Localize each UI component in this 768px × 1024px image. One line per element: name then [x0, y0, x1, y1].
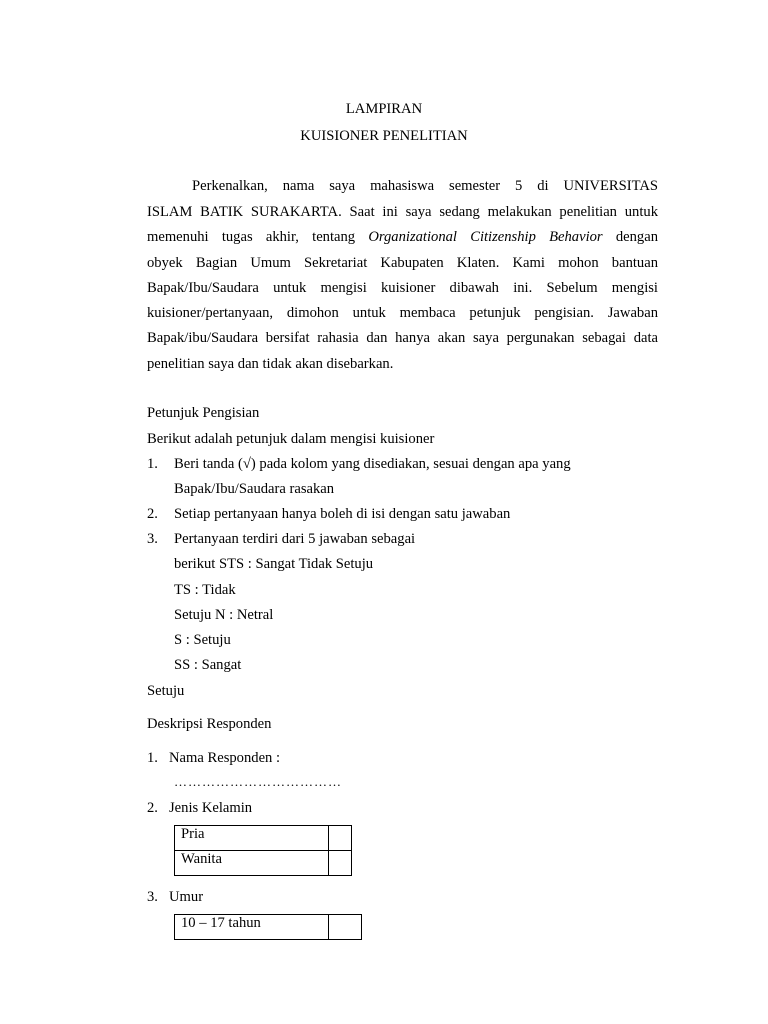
respondent-name-number: 1.	[147, 750, 158, 766]
gender-options-table	[174, 825, 352, 876]
table-row	[175, 915, 362, 940]
table-row	[175, 851, 352, 876]
intro-line-3-post: dengan	[602, 229, 658, 245]
instructions-heading: Petunjuk Pengisian	[147, 405, 260, 421]
scale-item: Setuju N : Netral	[174, 607, 274, 623]
intro-line-2: ISLAM BATIK SURAKARTA. Saat ini saya sedang melakukan penelitian untuk	[147, 204, 658, 220]
scale-item: berikut STS : Sangat Tidak Setuju	[174, 556, 374, 572]
instruction-3-number: 3.	[147, 531, 158, 547]
respondent-name-label: Nama Responden :	[169, 750, 281, 766]
gender-checkbox-wanita[interactable]	[329, 851, 352, 876]
scale-item: TS : Tidak	[174, 582, 236, 598]
gender-option-wanita: Wanita	[175, 851, 329, 876]
age-options-table	[174, 914, 362, 940]
scale-item: SS : Sangat	[174, 657, 242, 673]
intro-line-3-italic: Organizational Citizenship Behavior	[368, 229, 603, 245]
respondent-name-fill-line[interactable]: ………………………………	[174, 774, 342, 789]
scale-item: S : Setuju	[174, 632, 231, 648]
gender-checkbox-pria[interactable]	[329, 826, 352, 851]
age-checkbox-10-17[interactable]	[329, 915, 362, 940]
instruction-1-number: 1.	[147, 456, 158, 472]
intro-line-3	[147, 229, 658, 246]
instruction-1-line-1: Beri tanda (√) pada kolom yang disediakan, sesuai dengan apa yang	[174, 456, 571, 472]
intro-line-1: Perkenalkan, nama saya mahasiswa semester 5 di UNIVERSITAS	[192, 178, 658, 194]
gender-label: Jenis Kelamin	[169, 800, 253, 816]
scale-trailing-text: Setuju	[147, 683, 185, 699]
instruction-2-number: 2.	[147, 506, 158, 522]
gender-option-pria: Pria	[175, 826, 329, 851]
intro-line-4: obyek Bagian Umum Sekretariat Kabupaten Klaten. Kami mohon bantuan	[147, 255, 658, 271]
intro-line-6: kuisioner/pertanyaan, dimohon untuk membaca petunjuk pengisian. Jawaban	[147, 305, 658, 321]
gender-number: 2.	[147, 800, 158, 816]
page-title: LAMPIRAN	[345, 101, 423, 117]
respondent-heading: Deskripsi Responden	[147, 716, 272, 732]
instruction-3-line-1: Pertanyaan terdiri dari 5 jawaban sebagai	[174, 531, 416, 547]
age-option-10-17: 10 – 17 tahun	[175, 915, 329, 940]
page-subtitle: KUISIONER PENELITIAN	[300, 128, 468, 144]
intro-line-3-pre: memenuhi tugas akhir, tentang	[147, 229, 369, 245]
instruction-1-line-2: Bapak/Ibu/Saudara rasakan	[174, 481, 335, 497]
intro-line-8: penelitian saya dan tidak akan disebarkan.	[147, 356, 394, 372]
intro-line-5: Bapak/Ibu/Saudara untuk mengisi kuisioner dibawah ini. Sebelum mengisi	[147, 280, 658, 296]
age-label: Umur	[169, 889, 204, 905]
age-number: 3.	[147, 889, 158, 905]
instruction-2-line-1: Setiap pertanyaan hanya boleh di isi dengan satu jawaban	[174, 506, 511, 522]
intro-line-7: Bapak/ibu/Saudara bersifat rahasia dan hanya akan saya pergunakan sebagai data	[147, 330, 658, 346]
instructions-lead: Berikut adalah petunjuk dalam mengisi kuisioner	[147, 431, 435, 447]
table-row	[175, 826, 352, 851]
